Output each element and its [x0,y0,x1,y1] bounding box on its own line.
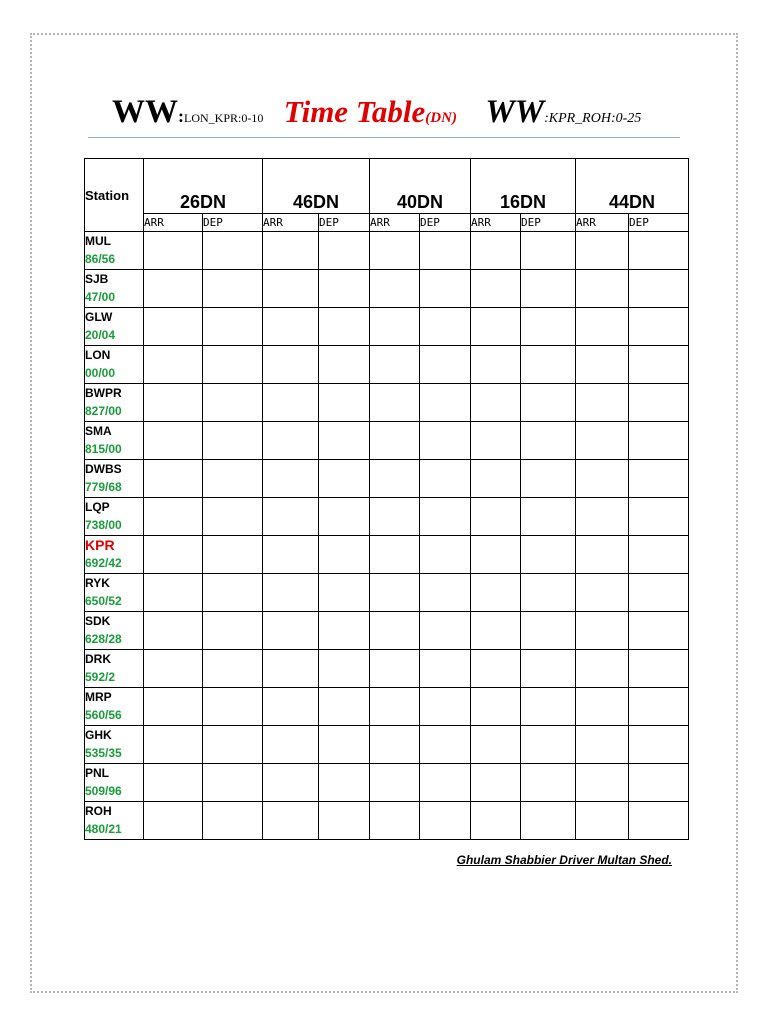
time-entry-cell [319,346,370,384]
station-cell [85,384,144,422]
station-km: 00/00 [85,366,116,380]
time-entry-cell [471,232,521,270]
table-row [85,612,689,650]
time-entry-cell [420,384,471,422]
time-entry-cell [576,308,629,346]
time-entry-cell [144,612,203,650]
time-entry-cell [576,232,629,270]
train-header-16dn: 16DN [471,159,576,214]
time-entry-cell [576,802,629,840]
train-header-46dn: 46DN [263,159,370,214]
time-entry-cell [319,384,370,422]
time-entry-cell [521,270,576,308]
table-row [85,270,689,308]
time-entry-cell [370,650,420,688]
time-entry-cell [420,270,471,308]
time-entry-cell [263,422,319,460]
time-entry-cell [203,460,263,498]
time-entry-cell [576,650,629,688]
station-km: 738/00 [85,518,122,532]
time-entry-cell [203,422,263,460]
timetable-body [85,232,689,840]
time-entry-cell [629,232,689,270]
time-entry-cell [370,574,420,612]
train-header-40dn: 40DN [370,159,471,214]
time-entry-cell [144,650,203,688]
station-cell [85,270,144,308]
time-entry-cell [521,308,576,346]
station-column-header: Station [85,159,144,232]
time-entry-cell [370,308,420,346]
train-header-26dn: 26DN [144,159,263,214]
table-row [85,574,689,612]
time-entry-cell [263,574,319,612]
station-code: LQP [85,500,110,514]
time-entry-cell [319,422,370,460]
table-row [85,422,689,460]
table-row [85,346,689,384]
time-entry-cell [521,346,576,384]
time-entry-cell [576,460,629,498]
time-entry-cell [370,802,420,840]
time-entry-cell [420,536,471,574]
time-entry-cell [370,764,420,802]
time-entry-cell [144,536,203,574]
time-entry-cell [629,536,689,574]
time-entry-cell [420,612,471,650]
time-entry-cell [420,498,471,536]
ww-left-label: WW [112,94,178,130]
time-entry-cell [521,726,576,764]
time-entry-cell [203,574,263,612]
time-entry-cell [203,688,263,726]
station-cell [85,726,144,764]
time-entry-cell [370,536,420,574]
time-entry-cell [471,802,521,840]
time-entry-cell [521,650,576,688]
station-km: 592/2 [85,670,116,684]
time-entry-cell [144,460,203,498]
station-cell [85,536,144,574]
signature-footer: Ghulam Shabbier Driver Multan Shed. [456,853,672,867]
time-entry-cell [203,802,263,840]
time-entry-cell [370,270,420,308]
time-entry-cell [471,270,521,308]
table-row [85,802,689,840]
arr-header: ARR [576,214,629,232]
station-cell [85,346,144,384]
time-entry-cell [629,764,689,802]
station-cell [85,422,144,460]
table-row [85,726,689,764]
station-code: GHK [85,728,112,742]
station-km: 480/21 [85,822,122,836]
document-header [112,94,712,134]
station-code: MUL [85,234,111,248]
time-entry-cell [521,498,576,536]
time-entry-cell [319,308,370,346]
station-cell [85,574,144,612]
dep-header: DEP [521,214,576,232]
time-entry-cell [263,346,319,384]
station-code: KPR [85,537,115,553]
left-section-label: LON_KPR:0-10 [184,111,264,125]
time-entry-cell [576,726,629,764]
table-row [85,460,689,498]
time-entry-cell [370,612,420,650]
station-km: 560/56 [85,708,122,722]
time-entry-cell [144,726,203,764]
station-code: ROH [85,804,112,818]
dep-header: DEP [629,214,689,232]
time-entry-cell [263,232,319,270]
arr-header: ARR [263,214,319,232]
time-entry-cell [521,460,576,498]
time-entry-cell [263,270,319,308]
time-entry-cell [144,346,203,384]
station-code: MRP [85,690,112,704]
right-section-label: :KPR_ROH:0-25 [544,111,642,126]
station-km: 692/42 [85,556,122,570]
time-entry-cell [263,498,319,536]
time-entry-cell [471,384,521,422]
time-entry-cell [144,422,203,460]
station-cell [85,232,144,270]
time-entry-cell [420,688,471,726]
time-entry-cell [471,346,521,384]
station-cell [85,498,144,536]
time-entry-cell [370,726,420,764]
time-entry-cell [420,232,471,270]
time-entry-cell [370,460,420,498]
time-entry-cell [521,422,576,460]
time-entry-cell [629,574,689,612]
time-entry-cell [263,802,319,840]
station-km: 815/00 [85,442,122,456]
station-km: 47/00 [85,290,116,304]
station-code: SMA [85,424,112,438]
table-row [85,232,689,270]
time-entry-cell [629,270,689,308]
timetable [84,158,689,840]
time-entry-cell [576,498,629,536]
train-header-44dn: 44DN [576,159,689,214]
time-entry-cell [203,764,263,802]
time-entry-cell [370,498,420,536]
station-code: DWBS [85,462,122,476]
arr-dep-header-row [85,214,689,232]
time-entry-cell [576,384,629,422]
time-entry-cell [576,688,629,726]
station-cell [85,308,144,346]
time-entry-cell [521,384,576,422]
time-entry-cell [203,726,263,764]
time-entry-cell [319,498,370,536]
time-entry-cell [521,612,576,650]
time-entry-cell [144,270,203,308]
time-entry-cell [144,384,203,422]
time-entry-cell [629,422,689,460]
time-entry-cell [370,688,420,726]
time-entry-cell [370,232,420,270]
time-entry-cell [576,536,629,574]
station-code: SDK [85,614,111,628]
time-entry-cell [319,650,370,688]
time-entry-cell [203,612,263,650]
time-entry-cell [471,764,521,802]
ww-left-colon: : [178,106,184,126]
table-row [85,764,689,802]
time-entry-cell [576,422,629,460]
station-code: PNL [85,766,109,780]
time-entry-cell [370,422,420,460]
time-entry-cell [471,536,521,574]
station-km: 779/68 [85,480,122,494]
time-entry-cell [144,232,203,270]
station-km: 509/96 [85,784,122,798]
time-entry-cell [319,270,370,308]
time-entry-cell [471,308,521,346]
time-entry-cell [521,536,576,574]
time-entry-cell [576,574,629,612]
time-entry-cell [420,764,471,802]
time-entry-cell [263,384,319,422]
station-code: DRK [85,652,111,666]
arr-header: ARR [370,214,420,232]
time-entry-cell [144,574,203,612]
station-cell [85,612,144,650]
station-km: 650/52 [85,594,122,608]
station-km: 628/28 [85,632,122,646]
station-km: 827/00 [85,404,122,418]
time-entry-cell [144,498,203,536]
time-entry-cell [471,422,521,460]
arr-header: ARR [144,214,203,232]
time-entry-cell [203,650,263,688]
time-entry-cell [471,498,521,536]
time-entry-cell [144,308,203,346]
time-entry-cell [370,384,420,422]
time-entry-cell [576,346,629,384]
time-entry-cell [420,346,471,384]
page-title: Time Table [283,94,426,129]
station-code: RYK [85,576,110,590]
time-entry-cell [319,688,370,726]
time-entry-cell [319,726,370,764]
time-entry-cell [263,688,319,726]
time-entry-cell [521,802,576,840]
time-entry-cell [629,460,689,498]
station-code: LON [85,348,111,362]
time-entry-cell [319,802,370,840]
table-row [85,536,689,574]
time-entry-cell [420,308,471,346]
time-entry-cell [629,612,689,650]
time-entry-cell [629,308,689,346]
time-entry-cell [319,536,370,574]
time-entry-cell [263,764,319,802]
time-entry-cell [319,612,370,650]
dep-header: DEP [203,214,263,232]
time-entry-cell [420,726,471,764]
dep-header: DEP [319,214,370,232]
table-row [85,308,689,346]
time-entry-cell [576,764,629,802]
table-row [85,688,689,726]
station-cell [85,764,144,802]
train-header-row [85,159,689,214]
time-entry-cell [629,498,689,536]
time-entry-cell [576,270,629,308]
time-entry-cell [319,764,370,802]
time-entry-cell [263,650,319,688]
time-entry-cell [629,802,689,840]
time-entry-cell [263,612,319,650]
ww-right-label: WW [485,94,545,130]
time-entry-cell [319,232,370,270]
arr-header: ARR [471,214,521,232]
time-entry-cell [471,688,521,726]
time-entry-cell [420,650,471,688]
station-cell [85,650,144,688]
time-entry-cell [319,460,370,498]
time-entry-cell [629,384,689,422]
time-entry-cell [319,574,370,612]
header-divider [88,137,680,138]
time-entry-cell [420,460,471,498]
title-direction: (DN) [425,110,457,126]
time-entry-cell [471,726,521,764]
time-entry-cell [203,308,263,346]
time-entry-cell [471,460,521,498]
time-entry-cell [263,536,319,574]
time-entry-cell [144,764,203,802]
table-row [85,650,689,688]
time-entry-cell [420,422,471,460]
time-entry-cell [420,802,471,840]
station-cell [85,460,144,498]
station-cell [85,688,144,726]
time-entry-cell [203,384,263,422]
time-entry-cell [576,612,629,650]
time-entry-cell [471,574,521,612]
time-entry-cell [521,688,576,726]
time-entry-cell [203,270,263,308]
time-entry-cell [263,308,319,346]
time-entry-cell [471,650,521,688]
time-entry-cell [370,346,420,384]
time-entry-cell [471,612,521,650]
time-entry-cell [203,232,263,270]
time-entry-cell [629,726,689,764]
table-row [85,498,689,536]
time-entry-cell [420,574,471,612]
station-cell [85,802,144,840]
time-entry-cell [144,688,203,726]
station-code: GLW [85,310,113,324]
station-code: BWPR [85,386,122,400]
table-row [85,384,689,422]
station-km: 86/56 [85,252,116,266]
time-entry-cell [521,232,576,270]
time-entry-cell [263,726,319,764]
time-entry-cell [203,498,263,536]
time-entry-cell [629,346,689,384]
station-code: SJB [85,272,109,286]
dep-header: DEP [420,214,471,232]
time-entry-cell [144,802,203,840]
time-entry-cell [521,764,576,802]
station-km: 20/04 [85,328,116,342]
time-entry-cell [203,536,263,574]
time-entry-cell [629,688,689,726]
time-entry-cell [263,460,319,498]
time-entry-cell [629,650,689,688]
time-entry-cell [203,346,263,384]
station-km: 535/35 [85,746,122,760]
time-entry-cell [521,574,576,612]
